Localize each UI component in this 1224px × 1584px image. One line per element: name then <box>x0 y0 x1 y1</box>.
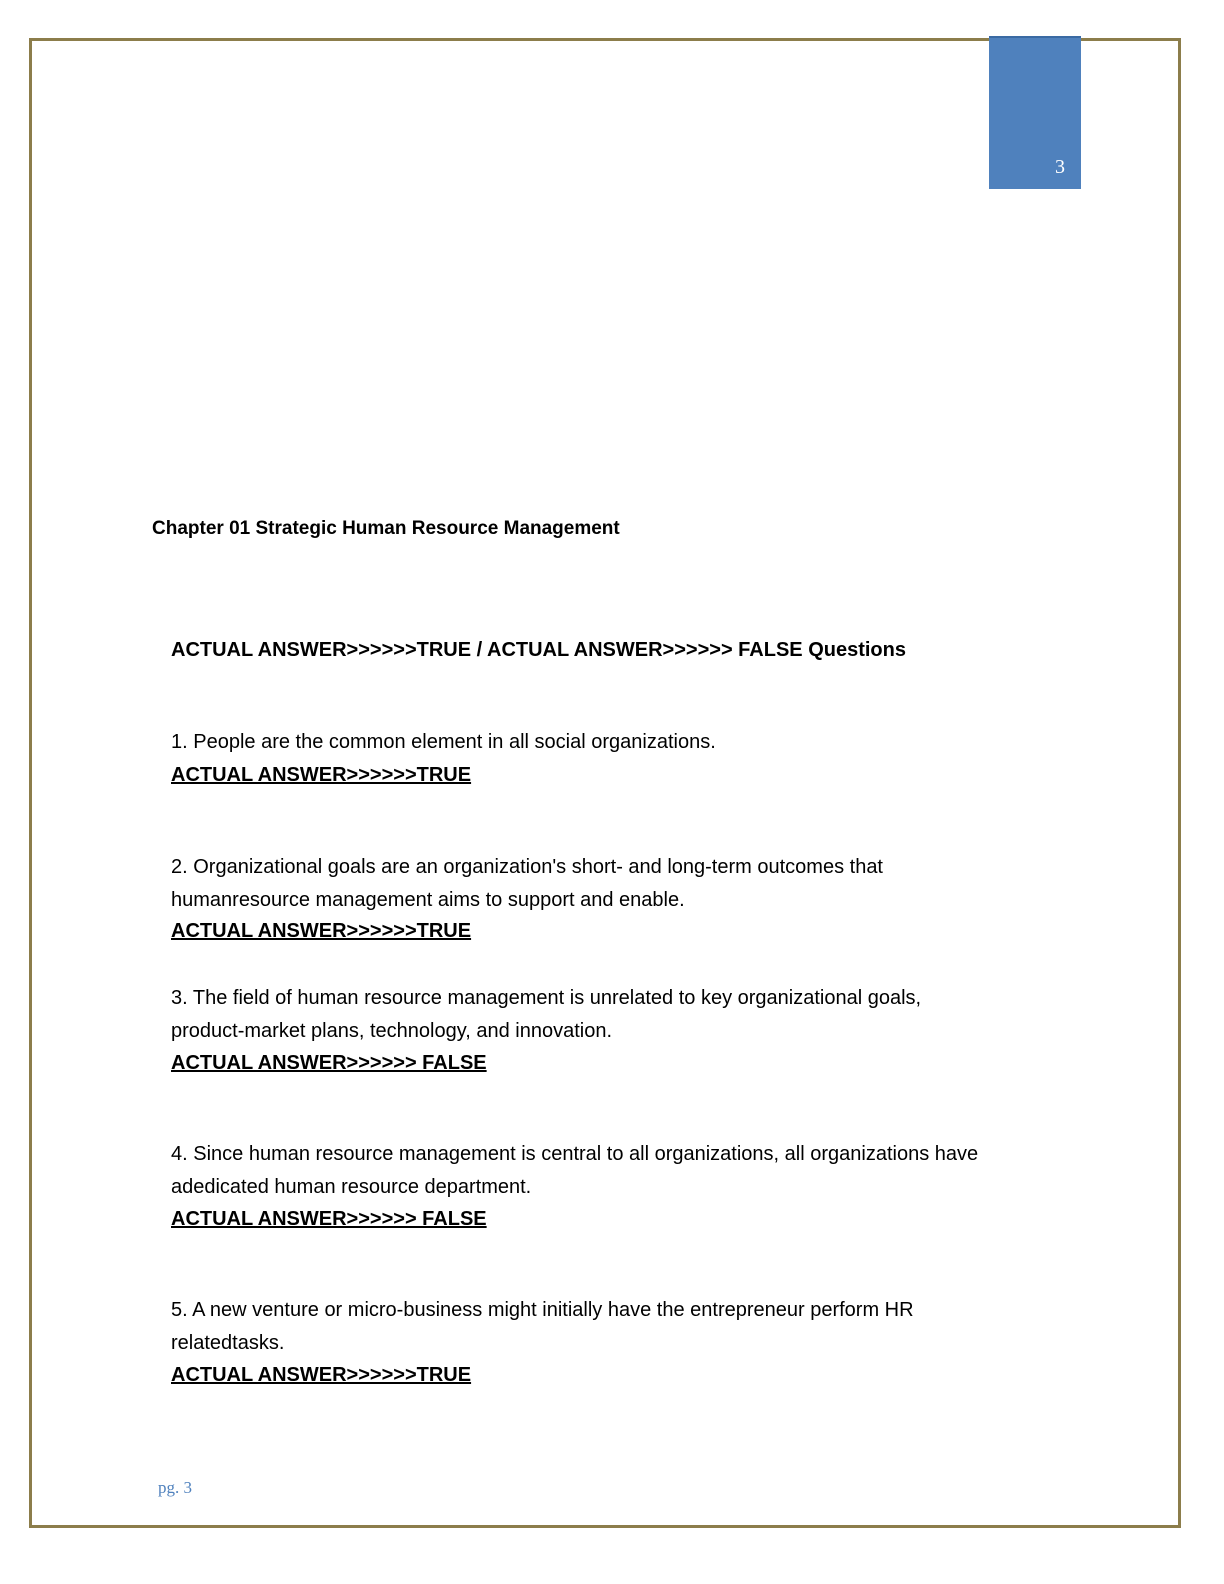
question-4-answer: ACTUAL ANSWER>>>>>> FALSE <box>171 1208 487 1230</box>
question-3-text-line2: product-market plans, technology, and innovation. <box>171 1020 613 1042</box>
question-4 <box>171 1138 1071 1204</box>
question-5-text-line2: relatedtasks. <box>171 1332 285 1354</box>
question-1-text: 1. People are the common element in all social organizations. <box>171 731 716 753</box>
chapter-title: Chapter 01 Strategic Human Resource Management <box>152 518 620 539</box>
question-2 <box>171 851 1071 917</box>
question-4-text-line2: adedicated human resource department. <box>171 1176 532 1198</box>
question-2-text-line2: humanresource management aims to support and enable. <box>171 889 685 911</box>
question-2-answer: ACTUAL ANSWER>>>>>>TRUE <box>171 920 472 942</box>
question-3 <box>171 982 1071 1048</box>
question-5-text-line1: 5. A new venture or micro-business might initially have the entrepreneur perform HR <box>171 1299 914 1321</box>
footer-page-label: pg. 3 <box>158 1478 192 1497</box>
question-3-answer: ACTUAL ANSWER>>>>>> FALSE <box>171 1052 487 1074</box>
page-number-tab <box>989 36 1081 189</box>
question-1-answer: ACTUAL ANSWER>>>>>>TRUE <box>171 764 472 786</box>
question-2-text-line1: 2. Organizational goals are an organization's short- and long-term outcomes that <box>171 856 883 878</box>
question-5 <box>171 1294 1071 1360</box>
question-4-text-line1: 4. Since human resource management is central to all organizations, all organizations have <box>171 1143 979 1165</box>
question-1 <box>171 726 1071 759</box>
section-heading: ACTUAL ANSWER>>>>>>TRUE / ACTUAL ANSWER>>>>>> FALSE Questions <box>171 639 906 661</box>
question-3-text-line1: 3. The field of human resource management is unrelated to key organizational goals, <box>171 987 922 1009</box>
header-page-number: 3 <box>1055 156 1065 178</box>
question-5-answer: ACTUAL ANSWER>>>>>>TRUE <box>171 1364 472 1386</box>
